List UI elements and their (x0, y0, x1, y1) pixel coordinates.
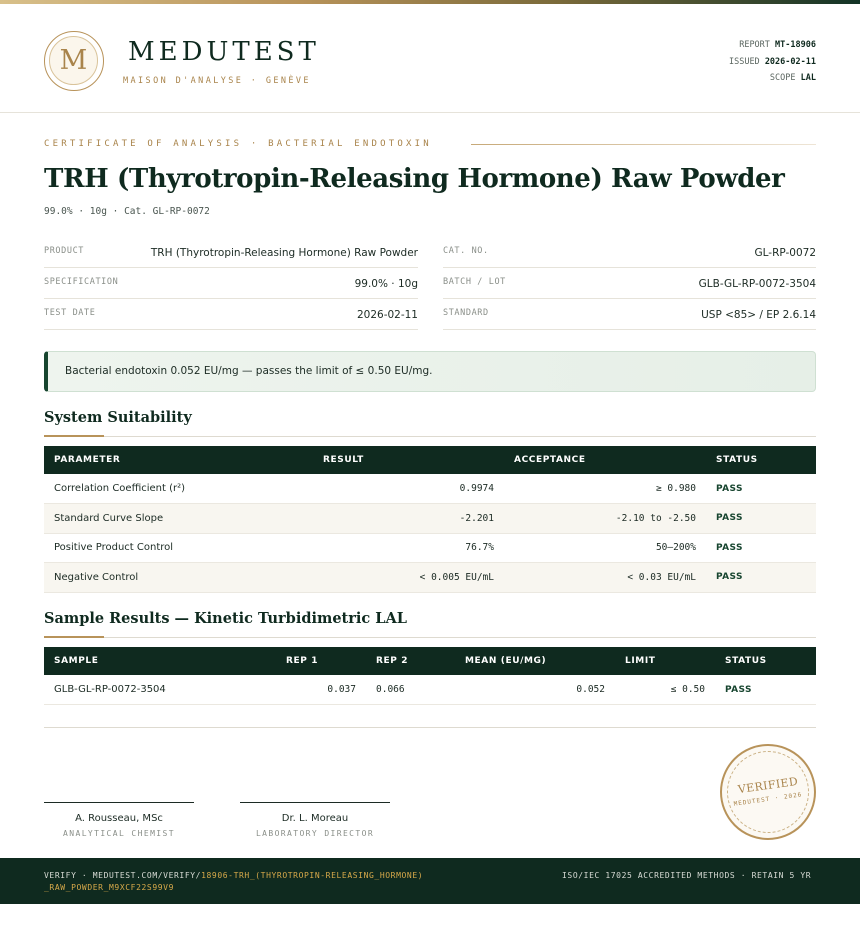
section-divider (44, 637, 816, 638)
signatory-name: A. Rousseau, MSc (75, 813, 163, 824)
result-cell: 0.9974 (313, 474, 504, 504)
info-label: PRODUCT (44, 246, 85, 256)
acceptance-cell: 50–200% (504, 533, 706, 563)
parameter-cell: Positive Product Control (44, 533, 313, 563)
info-label: BATCH / LOT (443, 277, 506, 287)
info-value: GLB-GL-RP-0072-3504 (698, 278, 816, 290)
section-divider (44, 436, 816, 437)
signature-line (240, 802, 390, 803)
section-accent (44, 636, 104, 638)
signatory-name: Dr. L. Moreau (281, 813, 349, 824)
acceptance-cell: < 0.03 EU/mL (504, 563, 706, 593)
result-cell: 76.7% (313, 533, 504, 563)
sample-results-title: Sample Results — Kinetic Turbidimetric LAL (44, 610, 407, 627)
scope: SCOPE LAL (769, 73, 816, 83)
info-value: GL-RP-0072 (754, 247, 816, 259)
info-label: STANDARD (443, 308, 489, 318)
info-value: 99.0% · 10g (354, 278, 418, 290)
column-header: STATUS (716, 455, 758, 465)
result-notice (44, 351, 816, 392)
result-cell: < 0.005 EU/mL (313, 563, 504, 593)
brand-tagline: MAISON D'ANALYSE · GENÈVE (123, 76, 311, 86)
signature-laboratory-director (240, 802, 390, 838)
column-header: MEAN (EU/MG) (465, 656, 547, 666)
status-badge: PASS (715, 675, 816, 705)
limit-cell: ≤ 0.50 (615, 675, 715, 705)
seal-word: VERIFIED (737, 774, 799, 797)
report-footer (0, 858, 860, 904)
certificate-kicker: CERTIFICATE OF ANALYSIS · BACTERIAL ENDOTOXIN (44, 139, 432, 149)
product-subtitle: 99.0% · 10g · Cat. GL-RP-0072 (44, 206, 210, 217)
system-suitability-title: System Suitability (44, 409, 192, 426)
section-accent (44, 435, 104, 437)
table-header-row (44, 647, 816, 675)
verified-seal (720, 744, 816, 840)
info-value: USP <85> / EP 2.6.14 (701, 309, 816, 321)
column-header: RESULT (323, 455, 364, 465)
info-row-specification (44, 268, 418, 299)
column-header: STATUS (725, 656, 767, 666)
sample-cell: GLB-GL-RP-0072-3504 (44, 675, 276, 705)
column-header: SAMPLE (54, 656, 99, 666)
seal-subtext: MEDUTEST · 2026 (733, 791, 803, 808)
mean-cell: 0.052 (455, 675, 615, 705)
column-header: PARAMETER (54, 455, 121, 465)
table-row (44, 533, 816, 563)
report-header (0, 4, 860, 113)
info-row-standard (443, 299, 816, 330)
info-value: 2026-02-11 (356, 309, 418, 321)
signatory-role: ANALYTICAL CHEMIST (63, 829, 175, 838)
signature-line (44, 802, 194, 803)
status-badge: PASS (706, 533, 816, 563)
acceptance-cell: ≥ 0.980 (504, 474, 706, 504)
acceptance-cell: -2.10 to -2.50 (504, 504, 706, 534)
table-row (44, 563, 816, 593)
result-cell: -2.201 (313, 504, 504, 534)
status-badge: PASS (706, 504, 816, 534)
info-grid-right (443, 237, 816, 330)
brand-logo (44, 31, 104, 91)
sample-results-table (44, 647, 816, 705)
rep2-cell: 0.066 (366, 675, 455, 705)
info-label: SPECIFICATION (44, 277, 119, 287)
column-header: ACCEPTANCE (514, 455, 586, 465)
table-row (44, 474, 816, 504)
parameter-cell: Negative Control (44, 563, 313, 593)
info-value: TRH (Thyrotropin-Releasing Hormone) Raw Powder (150, 247, 418, 259)
info-row-product (44, 237, 418, 268)
info-row-test-date (44, 299, 418, 330)
signatory-role: LABORATORY DIRECTOR (255, 829, 375, 838)
column-header: REP 2 (376, 656, 409, 666)
status-badge: PASS (706, 563, 816, 593)
report-meta (729, 37, 816, 87)
brand-logo-letter: M (49, 36, 98, 85)
system-suitability-table (44, 446, 816, 593)
parameter-cell: Standard Curve Slope (44, 504, 313, 534)
issued-date: ISSUED 2026-02-11 (728, 56, 816, 67)
verify-link[interactable] (44, 870, 424, 893)
report-number: REPORT MT-18906 (739, 40, 816, 50)
column-header: LIMIT (625, 656, 656, 666)
parameter-cell: Correlation Coefficient (r²) (44, 474, 313, 504)
product-title: TRH (Thyrotropin-Releasing Hormone) Raw Powder (44, 164, 785, 194)
content-end-divider (44, 727, 816, 728)
column-header: REP 1 (286, 656, 319, 666)
info-row-batch-lot (443, 268, 816, 299)
table-row (44, 675, 816, 705)
table-row (44, 504, 816, 534)
brand-name: MEDUTEST (128, 37, 320, 67)
status-badge: PASS (706, 474, 816, 504)
certificate-kicker-row (44, 139, 816, 151)
verify-prefix: VERIFY · MEDUTEST.COM/VERIFY/ (44, 871, 202, 880)
result-notice-text: Bacterial endotoxin 0.052 EU/mg — passes the limit of ≤ 0.50 EU/mg. (65, 365, 433, 377)
accreditation-note: ISO/IEC 17025 ACCREDITED METHODS · RETAIN 5 YR (562, 871, 812, 880)
signature-analytical-chemist (44, 802, 194, 838)
table-header-row (44, 446, 816, 474)
info-row-cat-no (443, 237, 816, 268)
kicker-divider (471, 144, 816, 145)
rep1-cell: 0.037 (276, 675, 366, 705)
verify-url: 18906-TRH_(THYROTROPIN-RELEASING_HORMONE)_RAW_POWDER_M9XCF22S99V9 (44, 871, 424, 892)
info-grid-left (44, 237, 418, 330)
info-label: CAT. NO. (443, 246, 489, 256)
info-label: TEST DATE (44, 308, 96, 318)
